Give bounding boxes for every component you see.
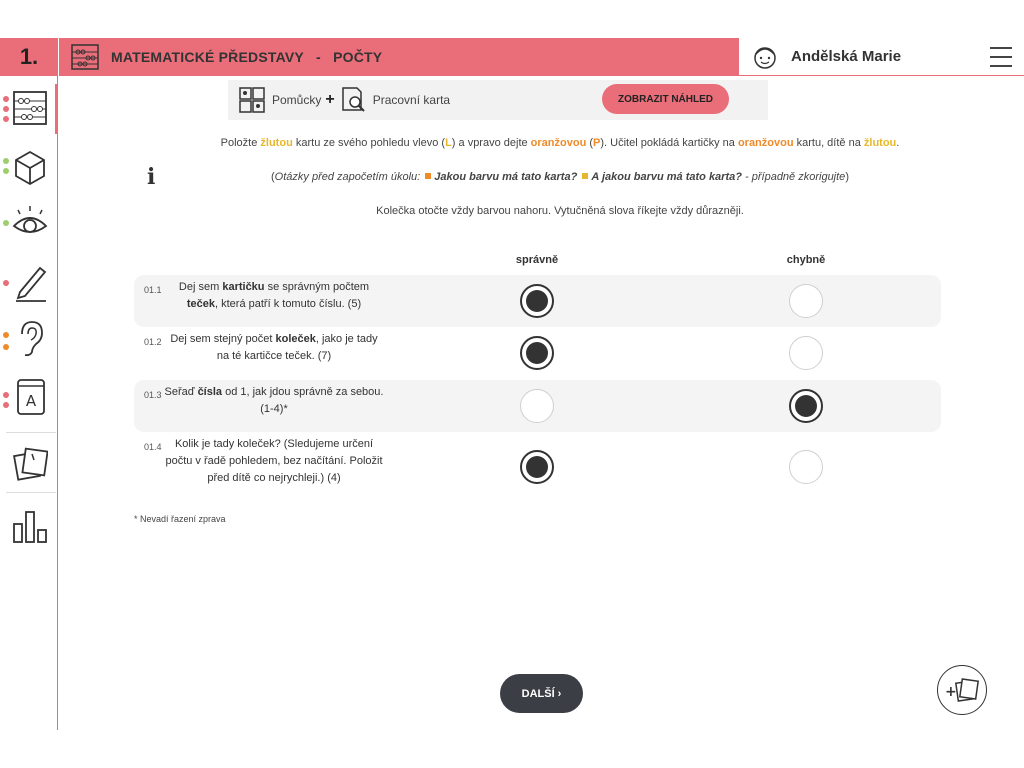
book-icon [12, 376, 48, 416]
active-indicator [55, 84, 58, 134]
text: kartu ze svého pohledu vlevo ( [292, 137, 446, 149]
document-search-icon [339, 86, 367, 114]
status-dot [3, 392, 9, 398]
text: Položte [220, 137, 261, 149]
radio-correct[interactable] [520, 336, 554, 370]
abacus-icon [12, 88, 48, 128]
sidebar-item-eye[interactable] [0, 194, 58, 250]
yellow-word: žlutou [260, 137, 293, 149]
question-row [134, 380, 941, 432]
orange-word: oranžovou [737, 137, 794, 149]
question-number: 01.4 [144, 442, 162, 452]
question-text: Kolik je tady koleček? (Sledujeme určení počtu v řadě pohledem, bez načítání. Položit před dítě co nejrychleji.) (4) [165, 438, 383, 484]
text: . [896, 137, 900, 149]
show-preview-button[interactable]: ZOBRAZIT NÁHLED [602, 84, 729, 114]
info-icon: i [147, 164, 156, 190]
status-dot [3, 402, 9, 408]
text: Dej sem [178, 281, 223, 293]
status-dot [3, 168, 9, 174]
text: ) [845, 171, 849, 183]
text: ( [586, 137, 594, 149]
status-dot [3, 106, 9, 112]
sidebar-item-cube[interactable] [0, 138, 58, 194]
sidebar-item-statistics[interactable] [0, 496, 58, 552]
text: kartu, dítě na [793, 137, 864, 149]
aids-label: Pomůcky [272, 93, 322, 107]
chapter-number: 1. [0, 38, 58, 76]
question-number: 01.3 [144, 390, 162, 400]
sidebar-item-pencil[interactable] [0, 254, 58, 310]
left-marker: L [445, 137, 452, 149]
text: , jako je tady na té kartičce teček. (7) [216, 333, 378, 362]
question-row [134, 275, 941, 327]
aids-toolbar [228, 80, 768, 120]
bottom-area [0, 730, 1024, 768]
radio-wrong[interactable] [789, 336, 823, 370]
pencil-icon [12, 262, 48, 302]
footnote: * Nevadí řazení zprava [134, 514, 226, 524]
question-number: 01.2 [144, 337, 162, 347]
status-dot [3, 280, 9, 286]
right-marker: P [593, 137, 601, 149]
question-row [134, 327, 941, 379]
sidebar-item-abacus[interactable] [0, 80, 58, 136]
hamburger-menu-icon[interactable] [990, 47, 1012, 67]
abacus-icon [71, 44, 99, 70]
worksheet-label: Pracovní karta [372, 93, 451, 107]
radio-wrong[interactable] [789, 389, 823, 423]
bar-chart-icon [12, 504, 48, 544]
radio-wrong[interactable] [789, 450, 823, 484]
notes-icon [12, 444, 48, 484]
puzzle-icon [238, 86, 266, 114]
user-panel [739, 38, 1024, 76]
question-row [134, 432, 941, 494]
status-dot [3, 220, 9, 226]
user-name: Andělská Marie [791, 48, 902, 65]
sidebar-item-notes[interactable] [0, 436, 58, 492]
emphasis: kartičku [222, 281, 265, 293]
sidebar [0, 76, 58, 732]
orange-square-icon [425, 173, 431, 179]
radio-wrong[interactable] [789, 284, 823, 318]
eye-icon [12, 202, 48, 242]
text: ). Učitel pokládá kartičky na [600, 137, 738, 149]
child-face-icon [751, 44, 779, 70]
text: Otázky před započetím úkolu: [274, 171, 424, 183]
instruction-line-2 [160, 171, 960, 183]
text: od 1, jak jdou správně za sebou. (1-4)* [222, 386, 384, 415]
orange-word: oranžovou [530, 137, 587, 149]
text: se správným počtem [264, 281, 370, 293]
sidebar-item-book[interactable] [0, 368, 58, 424]
text: ) a vpravo dejte [451, 137, 531, 149]
radio-correct[interactable] [520, 284, 554, 318]
cube-icon [12, 146, 48, 186]
column-correct: správně [515, 254, 559, 266]
radio-correct[interactable] [520, 389, 554, 423]
status-dot [3, 344, 9, 350]
status-dot [3, 332, 9, 338]
column-wrong: chybně [786, 254, 826, 266]
add-note-icon [943, 674, 981, 708]
emphasis: teček [186, 298, 216, 310]
status-dot [3, 158, 9, 164]
ear-icon [12, 318, 48, 358]
question-text [164, 331, 384, 365]
status-dot [3, 96, 9, 102]
text: , která patří k tomuto číslu. (5) [215, 298, 362, 310]
yellow-square-icon [582, 173, 588, 179]
yellow-word: žlutou [863, 137, 897, 149]
radio-correct[interactable] [520, 450, 554, 484]
sidebar-divider [6, 492, 56, 493]
question-1: Jakou barvu má tato karta? [434, 171, 578, 183]
question-text [164, 279, 384, 313]
page-title: MATEMATICKÉ PŘEDSTAVY - POČTY [111, 49, 383, 65]
svg-text:+: + [945, 684, 957, 700]
emphasis: koleček [275, 333, 316, 345]
title-bar [59, 38, 739, 76]
text: - případně zkorigujte [741, 171, 846, 183]
question-2: A jakou barvu má tato karta? [591, 171, 742, 183]
instruction-line-3: Kolečka otočte vždy barvou nahoru. Vytučněná slova říkejte vždy důrazněji. [376, 205, 744, 217]
sidebar-divider [6, 432, 56, 433]
header [0, 38, 1024, 76]
sidebar-item-ear[interactable] [0, 310, 58, 366]
status-dot [3, 116, 9, 122]
question-number: 01.1 [144, 285, 162, 295]
instruction-line-1 [160, 137, 960, 149]
text: Seřaď [164, 386, 198, 398]
svg-text:A: A [25, 392, 37, 410]
text: Dej sem stejný počet [170, 333, 276, 345]
question-text [164, 384, 384, 418]
text: ( [271, 171, 275, 183]
emphasis: čísla [197, 386, 223, 398]
add-note-button[interactable] [937, 665, 987, 715]
plus-sign: + [325, 91, 335, 108]
next-button[interactable]: DALŠÍ › [500, 674, 583, 713]
